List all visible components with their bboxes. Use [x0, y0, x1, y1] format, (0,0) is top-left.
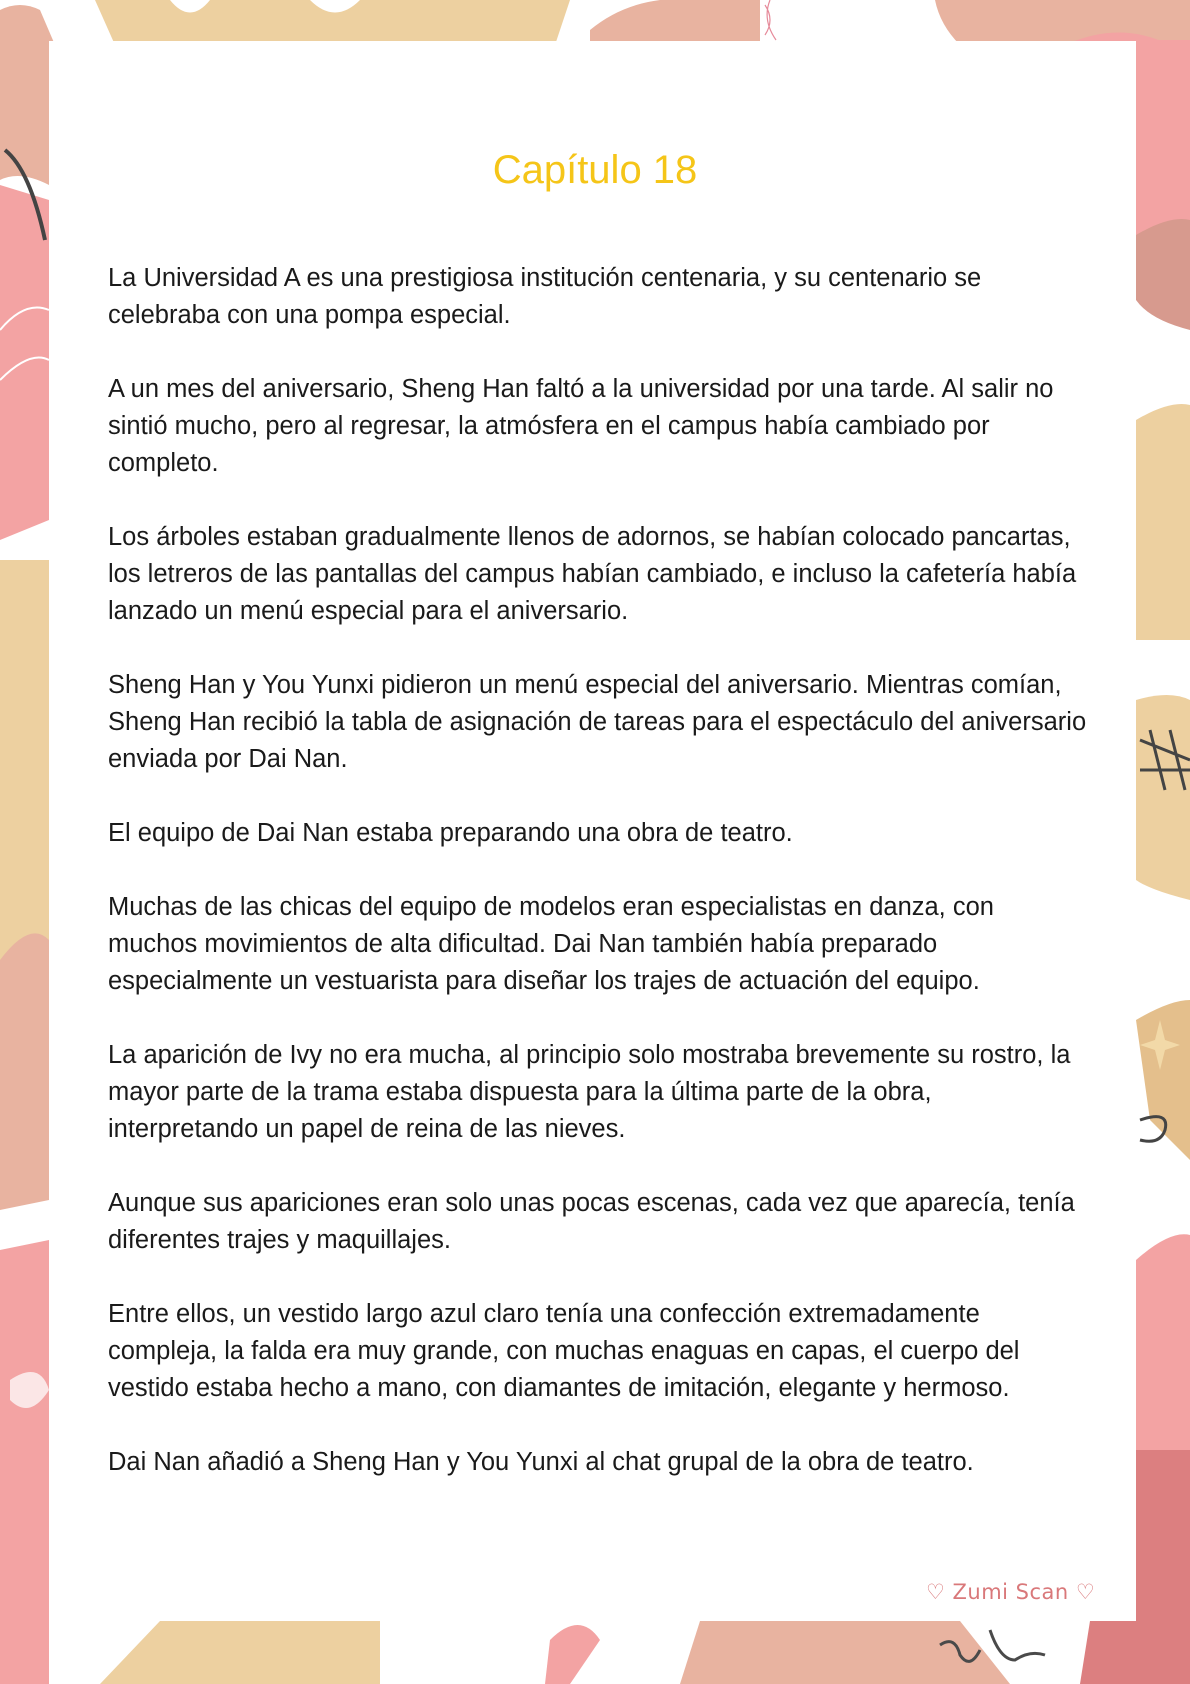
paragraph: Sheng Han y You Yunxi pidieron un menú especial del aniversario. Mientras comían, Sheng Han recibió la tabla de asignación de tareas para el espectáculo del aniversario enviada por Dai Nan.: [108, 671, 1087, 773]
chapter-body: [108, 260, 1088, 1518]
paragraph: El equipo de Dai Nan estaba preparando una obra de teatro.: [108, 819, 793, 847]
paragraph: Los árboles estaban gradualmente llenos de adornos, se habían colocado pancartas, los letreros de las pantallas del campus habían cambiado, e incluso la cafetería había lanzado un menú especial para el aniversario.: [108, 523, 1077, 625]
scan-credit: ♡ Zumi Scan ♡: [926, 1580, 1096, 1604]
paragraph: La aparición de Ivy no era mucha, al principio solo mostraba brevemente su rostro, la mayor parte de la trama estaba dispuesta para la última parte de la obra, interpretando un papel de reina de las nieves.: [108, 1041, 1071, 1143]
paragraph: Entre ellos, un vestido largo azul claro tenía una confección extremadamente compleja, la falda era muy grande, con muchas enaguas en capas, el cuerpo del vestido estaba hecho a mano, con diamantes de imitación, elegante y hermoso.: [108, 1300, 1020, 1402]
paragraph: La Universidad A es una prestigiosa institución centenaria, y su centenario se celebraba con una pompa especial.: [108, 264, 982, 329]
paragraph: Aunque sus apariciones eran solo unas pocas escenas, cada vez que aparecía, tenía diferentes trajes y maquillajes.: [108, 1189, 1075, 1254]
chapter-title: Capítulo 18: [492, 148, 698, 192]
paragraph: A un mes del aniversario, Sheng Han faltó a la universidad por una tarde. Al salir no sintió mucho, pero al regresar, la atmósfera en el campus había cambiado por completo.: [108, 375, 1054, 477]
paragraph: Dai Nan añadió a Sheng Han y You Yunxi al chat grupal de la obra de teatro.: [108, 1448, 974, 1476]
paragraph: Muchas de las chicas del equipo de modelos eran especialistas en danza, con muchos movimientos de alta dificultad. Dai Nan también había preparado especialmente un vestuarista para diseñar los trajes de actuación del equipo.: [108, 893, 994, 995]
